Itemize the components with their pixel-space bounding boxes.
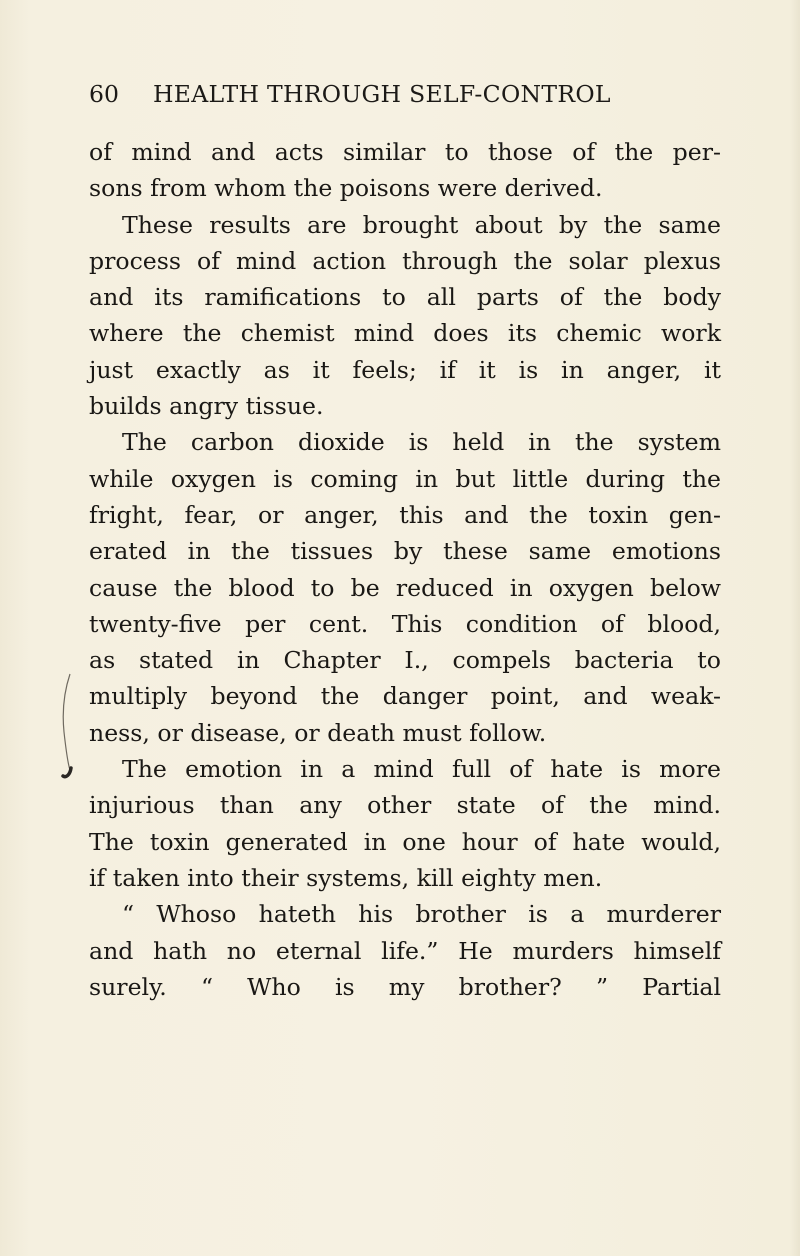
- text-line: The toxin generated in one hour of hate would,: [89, 827, 721, 856]
- text-line: The emotion in a mind full of hate is more: [122, 755, 721, 784]
- text-line: “ Whoso hateth his brother is a murderer: [122, 900, 721, 929]
- running-head: HEALTH THROUGH SELF-CONTROL: [153, 80, 611, 108]
- text-line: ness, or disease, or death must follow.: [89, 718, 547, 747]
- body-text: [89, 134, 721, 1005]
- text-line: multiply beyond the danger point, and weak-: [89, 682, 721, 711]
- margin-bracket-hook: [63, 768, 71, 777]
- text-line: of mind and acts similar to those of the per-: [89, 138, 721, 166]
- text-line: sons from whom the poisons were derived.: [89, 174, 603, 203]
- text-line: where the chemist mind does its chemic work: [89, 319, 721, 348]
- text-line: builds angry tissue.: [89, 392, 324, 421]
- text-line: surely. “ Who is my brother? ” Partial: [89, 972, 721, 1001]
- text-line: while oxygen is coming in but little during the: [89, 464, 721, 493]
- text-line: twenty-five per cent. This condition of blood,: [89, 609, 721, 638]
- text-line: cause the blood to be reduced in oxygen below: [89, 573, 721, 602]
- text-line: fright, fear, or anger, this and the toxin gen-: [89, 500, 721, 529]
- text-line: just exactly as it feels; if it is in anger, it: [89, 355, 721, 384]
- margin-bracket-stroke: [63, 674, 70, 770]
- page-number: 60: [89, 80, 119, 108]
- text-line: and its ramifications to all parts of the body: [89, 283, 721, 312]
- text-line: injurious than any other state of the mind.: [89, 791, 721, 820]
- text-line: as stated in Chapter I., compels bacteria to: [89, 646, 721, 675]
- text-line: The carbon dioxide is held in the system: [122, 428, 721, 457]
- page-header: [89, 80, 721, 120]
- text-line: and hath no eternal life.” He murders himself: [89, 936, 721, 965]
- text-line: These results are brought about by the same: [122, 210, 721, 239]
- text-line: if taken into their systems, kill eighty men.: [89, 863, 603, 892]
- margin-bracket-mark: [58, 672, 80, 782]
- text-line: process of mind action through the solar plexus: [89, 246, 721, 275]
- text-line: erated in the tissues by these same emotions: [89, 537, 721, 566]
